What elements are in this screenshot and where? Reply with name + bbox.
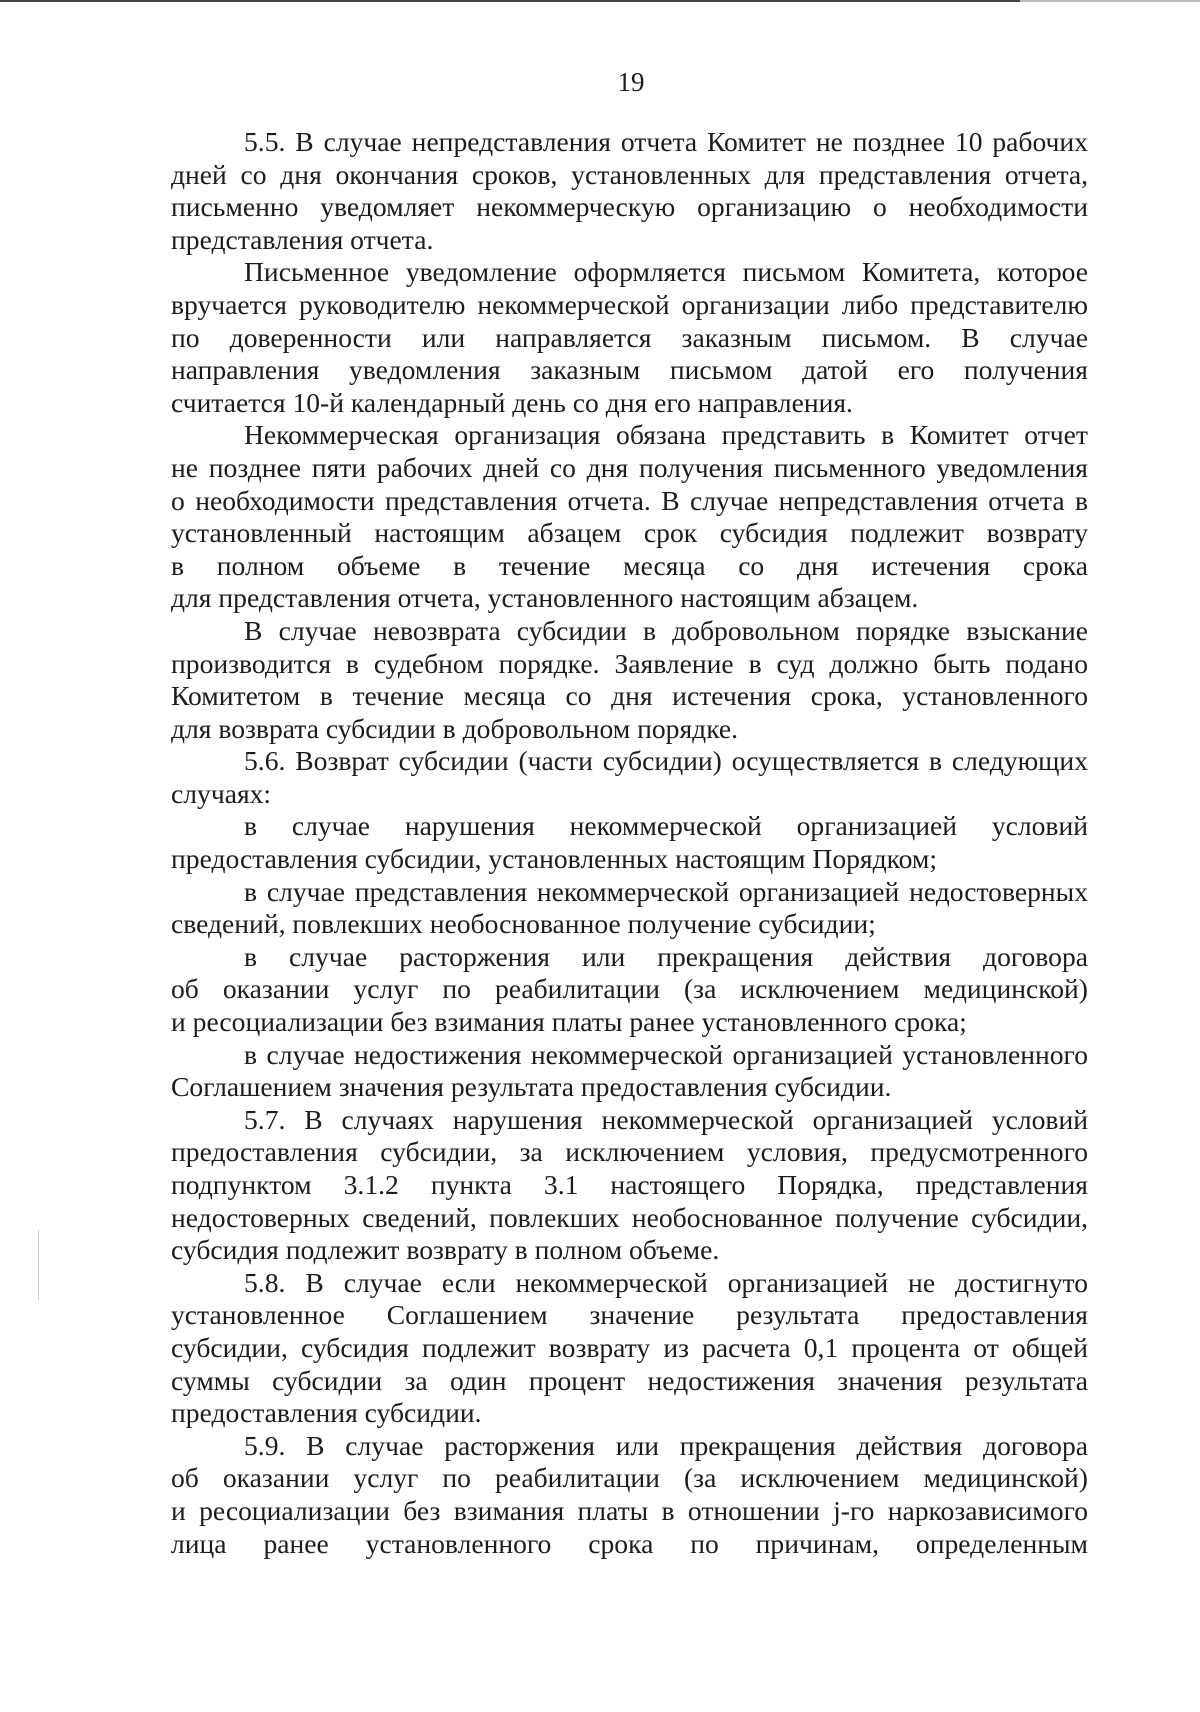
- paragraph: [171, 419, 1088, 615]
- text-line: в случае представления некоммерческой организацией недостоверных: [244, 875, 1088, 907]
- text-line: Соглашением значения результата предоставления субсидии.: [171, 1071, 892, 1103]
- text-line: подпунктом 3.1.2 пункта 3.1 настоящего Порядка, представления: [171, 1169, 1088, 1200]
- text-line: об оказании услуг по реабилитации (за исключением медицинской): [171, 1462, 1088, 1494]
- text-line: в случае нарушения некоммерческой организацией условий: [244, 810, 1088, 842]
- text-line: 5.7. В случаях нарушения некоммерческой организацией условий: [244, 1103, 1088, 1135]
- paragraph: [171, 256, 1088, 419]
- paragraph: [171, 615, 1088, 745]
- scan-edge-top: [0, 0, 1200, 2]
- text-line: 5.5. В случае непредставления отчета Комитет не позднее 10 рабочих: [244, 126, 1088, 157]
- text-line: в случае недостижения некоммерческой организацией установленного: [244, 1038, 1088, 1070]
- text-line: не позднее пяти рабочих дней со дня получения письменного уведомления: [171, 451, 1088, 483]
- text-line: случаях:: [171, 777, 272, 809]
- text-line: и ресоциализации без взимания платы ранее установленного срока;: [171, 1006, 967, 1038]
- paragraph: [171, 745, 1088, 810]
- text-line: об оказании услуг по реабилитации (за исключением медицинской): [171, 973, 1088, 1005]
- text-line: сведений, повлекших необоснованное получение субсидии;: [171, 908, 876, 940]
- paragraph: [171, 1104, 1088, 1267]
- text-line: Письменное уведомление оформляется письмом Комитета, которое: [244, 256, 1088, 288]
- text-line: по доверенности или направляется заказным письмом. В случае: [171, 321, 1088, 353]
- body-text: [171, 126, 1088, 1560]
- paragraph: [171, 941, 1088, 1039]
- text-line: предоставления субсидии.: [171, 1397, 482, 1429]
- paragraph: [171, 1039, 1088, 1104]
- text-line: дней со дня окончания сроков, установленных для представления отчета,: [171, 158, 1088, 190]
- text-line: суммы субсидии за один процент недостижения значения результата: [171, 1364, 1088, 1396]
- text-line: субсидии, субсидия подлежит возврату из расчета 0,1 процента от общей: [171, 1331, 1088, 1363]
- text-line: вручается руководителю некоммерческой организации либо представителю: [171, 288, 1088, 320]
- text-line: предоставления субсидии, за исключением условия, предусмотренного: [171, 1136, 1088, 1168]
- text-line: письменно уведомляет некоммерческую организацию о необходимости: [171, 191, 1088, 223]
- text-line: для возврата субсидии в добровольном порядке.: [171, 712, 739, 744]
- text-line: установленный настоящим абзацем срок субсидия подлежит возврату: [171, 517, 1088, 549]
- text-line: лица ранее установленного срока по причинам, определенным: [171, 1527, 1088, 1559]
- text-line: в полном объеме в течение месяца со дня истечения срока: [171, 549, 1088, 581]
- page-number: 19: [617, 67, 645, 97]
- paragraph: [171, 810, 1088, 875]
- text-line: недостоверных сведений, повлекших необоснованное получение субсидии,: [171, 1201, 1088, 1233]
- text-line: производится в судебном порядке. Заявление в суд должно быть подано: [171, 647, 1088, 679]
- paragraph: [171, 1267, 1088, 1430]
- text-line: 5.6. Возврат субсидии (части субсидии) осуществляется в следующих: [244, 745, 1088, 777]
- text-line: субсидия подлежит возврату в полном объеме.: [171, 1234, 720, 1266]
- text-line: для представления отчета, установленного настоящим абзацем.: [171, 582, 919, 614]
- paragraph: [171, 876, 1088, 941]
- text-line: считается 10-й календарный день со дня его направления.: [171, 386, 853, 418]
- scan-edge-left: [38, 1230, 39, 1300]
- text-line: предоставления субсидии, установленных настоящим Порядком;: [171, 843, 938, 875]
- text-line: установленное Соглашением значение результата предоставления: [171, 1299, 1088, 1331]
- text-line: о необходимости представления отчета. В случае непредставления отчета в: [171, 484, 1088, 516]
- text-line: и ресоциализации без взимания платы в отношении j-го наркозависимого: [171, 1494, 1088, 1526]
- text-line: представления отчета.: [171, 223, 434, 255]
- text-line: 5.8. В случае если некоммерческой организацией не достигнуто: [244, 1266, 1088, 1298]
- text-line: В случае невозврата субсидии в добровольном порядке взыскание: [244, 614, 1088, 646]
- text-line: Некоммерческая организация обязана представить в Комитет отчет: [244, 419, 1088, 451]
- text-line: 5.9. В случае расторжения или прекращения действия договора: [244, 1429, 1088, 1461]
- text-line: Комитетом в течение месяца со дня истечения срока, установленного: [171, 680, 1088, 712]
- text-line: направления уведомления заказным письмом датой его получения: [171, 354, 1088, 386]
- paragraph: [171, 1430, 1088, 1560]
- paragraph: [171, 126, 1088, 256]
- text-line: в случае расторжения или прекращения действия договора: [244, 940, 1088, 972]
